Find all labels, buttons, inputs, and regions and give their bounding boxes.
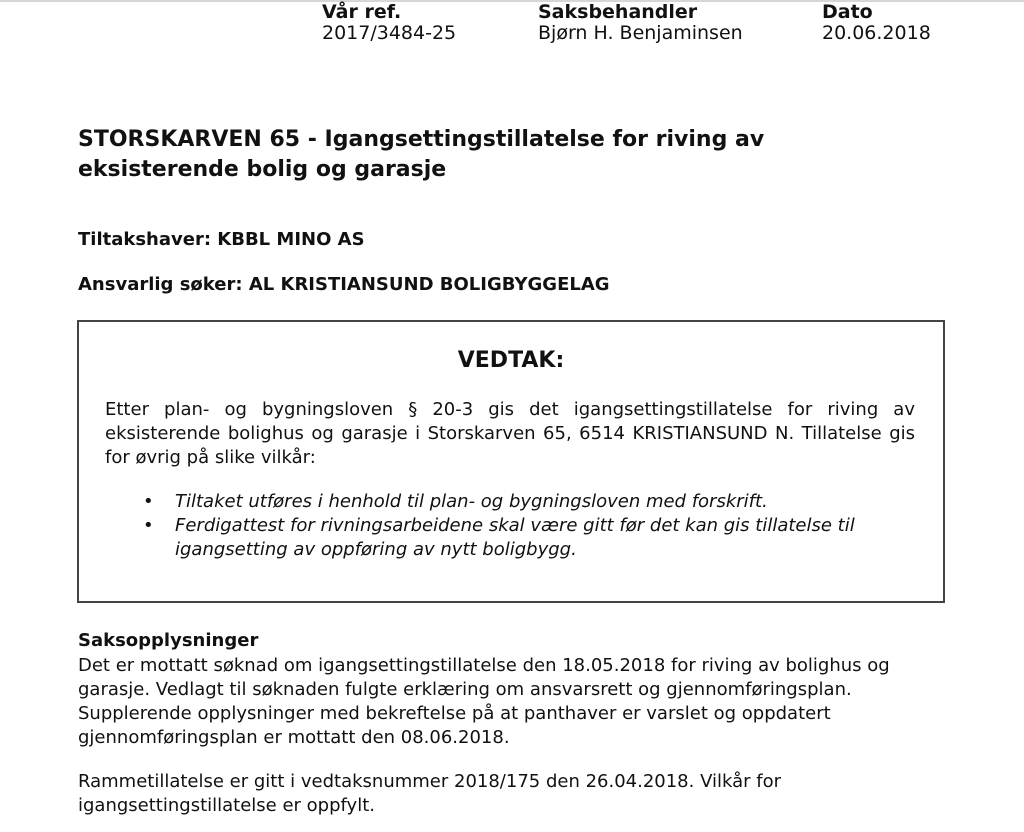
condition-text: Tiltaket utføres i henhold til plan- og bygningsloven med forskrift. — [175, 491, 768, 512]
date-label: Dato — [822, 1, 873, 23]
document-title — [78, 125, 958, 185]
case-handler-column — [538, 2, 743, 44]
case-handler-name: Bjørn H. Benjaminsen — [538, 22, 743, 44]
case-handler-label: Saksbehandler — [538, 1, 698, 23]
document-title-line-2: eksisterende bolig og garasje — [78, 157, 447, 182]
case-info-paragraph: Det er mottatt søknad om igangsettingstillatelse den 18.05.2018 for riving av bolighus og garasje. Vedlagt til søknaden fulgte erklæring om ansvarsrett og gjennomføringsplan. Supplerende opplysninger med bekreftelse på at panthaver er varslet og oppdatert gjennomføringsplan er mottatt den 08.06.2018. — [78, 655, 890, 748]
conditions-list — [105, 490, 920, 562]
decision-heading: VEDTAK: — [457, 348, 565, 373]
condition-item — [105, 514, 920, 562]
bullet-icon: • — [143, 491, 154, 512]
case-info-paragraph: Rammetillatelse er gitt i vedtaksnummer 2018/175 den 26.04.2018. Vilkår for igangsettingstillatelse er oppfylt. — [78, 771, 782, 816]
decision-text: Etter plan- og bygningsloven § 20-3 gis det igangsettingstillatelse for riving av eksisterende bolighus og garasje i Storskarven 65, 6514 KRISTIANSUND N. Tillatelse gis for øvrig på slike vilkår: — [105, 399, 915, 468]
decision-box — [77, 320, 945, 603]
date-column — [822, 2, 931, 44]
document-title-line-1: STORSKARVEN 65 - Igangsettingstillatelse for riving av — [78, 127, 765, 152]
reference-column — [322, 2, 456, 44]
condition-text: Ferdigattest for rivningsarbeidene skal være gitt før det kan gis tillatelse til igangsetting av oppføring av nytt boligbygg. — [175, 515, 855, 560]
project-owner: Tiltakshaver: KBBL MINO AS — [78, 229, 365, 250]
condition-item — [105, 490, 920, 514]
case-info-heading: Saksopplysninger — [78, 630, 259, 651]
bullet-icon: • — [143, 515, 154, 536]
reference-label: Vår ref. — [322, 1, 402, 23]
reference-number: 2017/3484-25 — [322, 22, 457, 44]
date-value: 20.06.2018 — [822, 22, 931, 44]
responsible-applicant: Ansvarlig søker: AL KRISTIANSUND BOLIGBYGGELAG — [78, 274, 610, 295]
